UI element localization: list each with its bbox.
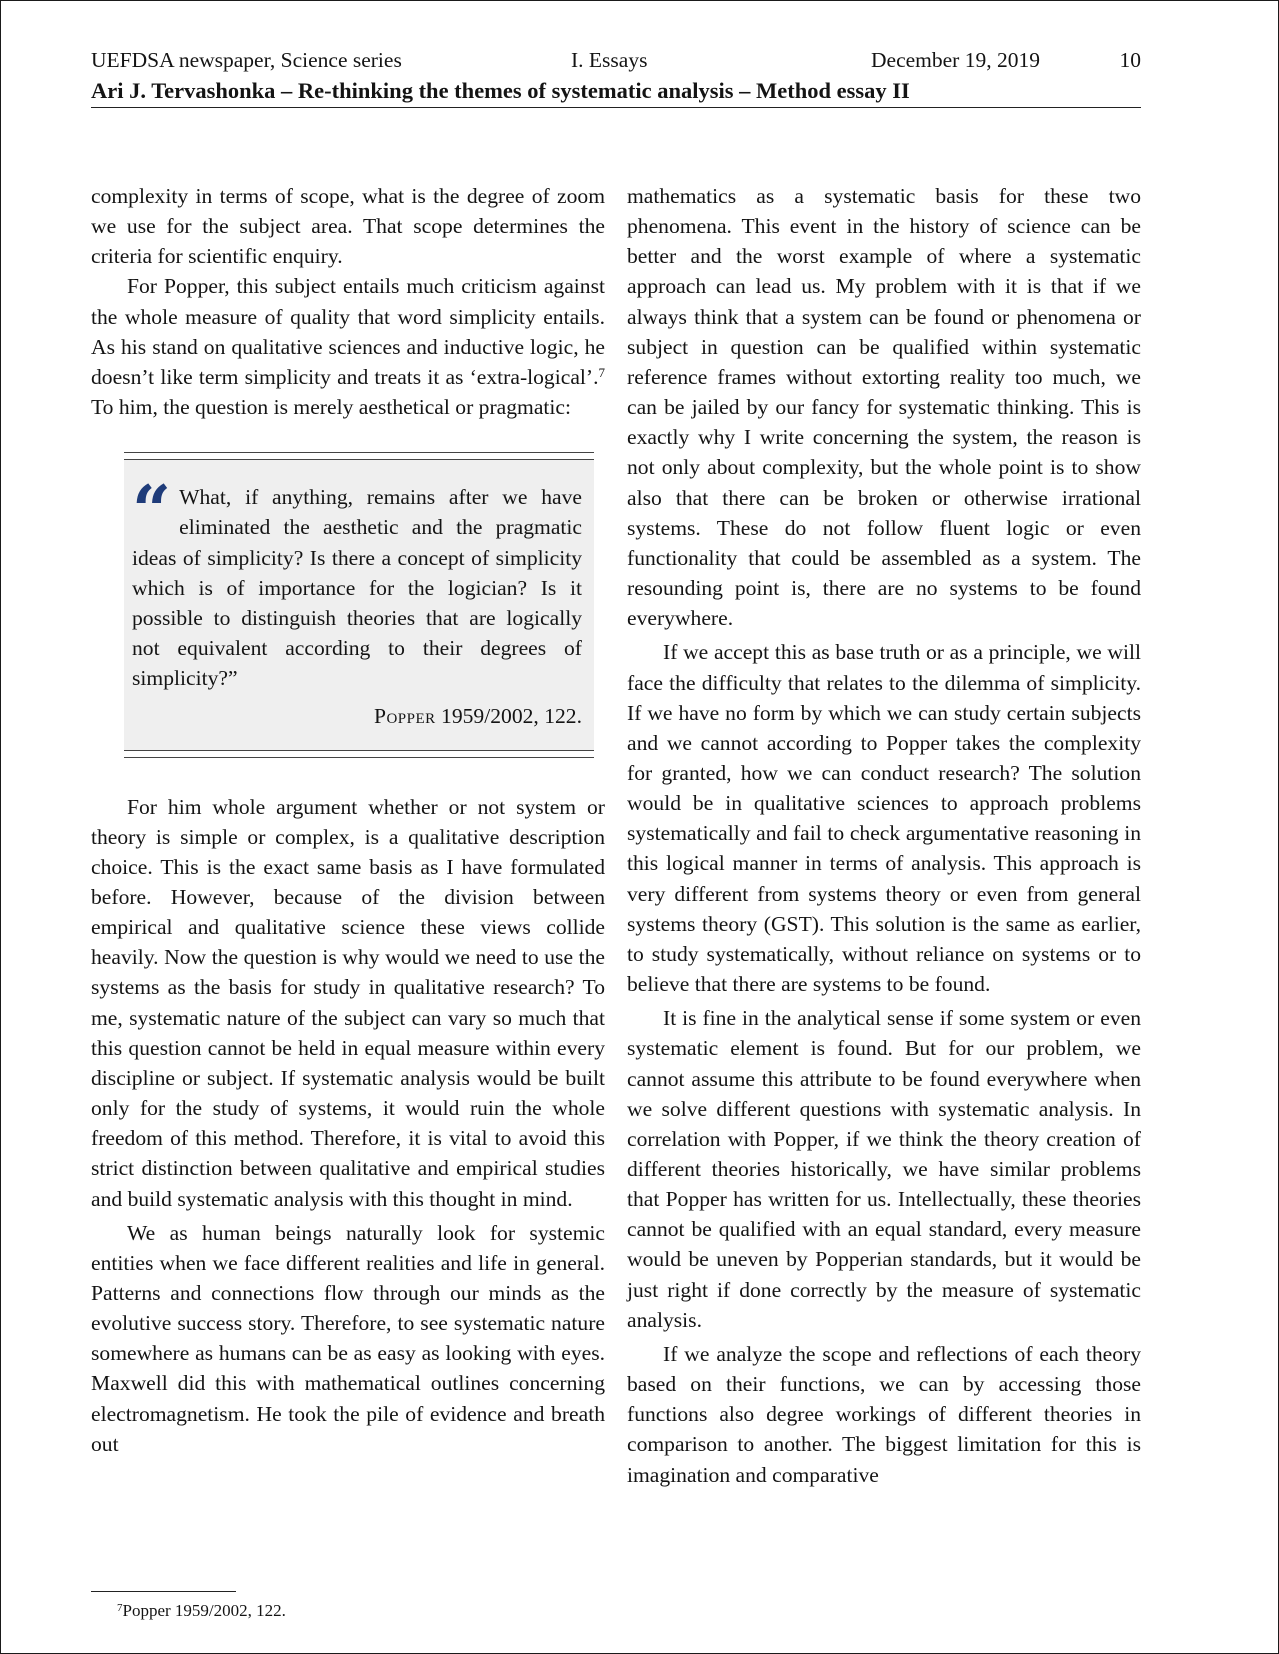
block-quote — [124, 452, 594, 757]
paragraph: complexity in terms of scope, what is the degree of zoom we use for the subject area. That scope determines the criteria for scientific enquiry. — [91, 184, 605, 269]
issue-date: December 19, 2019 — [871, 48, 1040, 72]
quote-text: What, if anything, remains after we have eliminated the aesthetic and the pragmatic ideas of simplicity? Is there a concept of simplicity which is of importance for the logician? Is it possible to distinguish theories that are logically not equivalent according to their degrees of simplicity?” — [132, 485, 582, 691]
paragraph-text: To him, the question is merely aesthetical or pragmatic: — [91, 395, 572, 420]
left-column — [91, 181, 605, 1459]
citation-detail: 1959/2002, 122. — [435, 704, 582, 729]
paragraph: If we accept this as base truth or as a principle, we will face the difficulty that relates to the dilemma of simplicity. If we have no form by which we can study certain subjects and we cannot according to Popper takes the complexity for granted, how we can conduct research? The solution would be in qualitative sciences to approach problems systematically and fail to check argumentative reasoning in this logical manner in terms of analysis. This approach is very different from systems theory or even from general systems theory (GST). This solution is the same as earlier, to study systematically, without reliance on systems or to believe that there are systems to be found. — [627, 640, 1141, 997]
quote-top-rule — [124, 452, 594, 460]
paragraph: We as human beings naturally look for systemic entities when we face different realities and life in general. Patterns and connections flow through our minds as the evolutive success story. Therefore, to see systematic nature somewhere as humans can be as easy as looking with eyes. Maxwell did this with mathematical outlines concerning electromagnetism. He took the pile of evidence and breath out — [91, 1220, 605, 1456]
article-title-line: Ari J. Tervashonka – Re-thinking the themes of systematic analysis – Method essay II — [91, 78, 910, 103]
publication-name: UEFDSA newspaper, Science series — [91, 48, 402, 72]
quote-mark-icon: “ — [132, 471, 170, 552]
paragraph-text: For Popper, this subject entails much criticism against the whole measure of quality that word simplicity entails. As his stand on qualitative sciences and inductive logic, he doesn’t like term simplicity and treats it as ‘extra-logical’. — [91, 274, 605, 389]
page-number: 10 — [1119, 48, 1141, 72]
footnote — [117, 1601, 286, 1621]
section-name: I. Essays — [571, 48, 648, 72]
footnote-rule — [91, 1591, 236, 1592]
header-rule — [91, 107, 1141, 108]
quote-citation — [132, 701, 582, 731]
paragraph: For him whole argument whether or not system or theory is simple or complex, is a qualitative description choice. This is the exact same basis as I have formulated before. However, because of the division between empirical and qualitative science these views collide heavily. Now the question is why would we need to use the systems as the basis for study in qualitative research? To me, systematic nature of the subject can vary so much that this question cannot be held in equal measure within every discipline or subject. If systematic analysis would be built only for the study of systems, it would ruin the whole freedom of this method. Therefore, it is vital to avoid this strict distinction between qualitative and empirical studies and build systematic analysis with this thought in mind. — [91, 794, 605, 1211]
paragraph: mathematics as a systematic basis for these two phenomena. This event in the history of science can be better and the worst example of where a systematic approach can lead us. My problem with it is that if we always think that a system can be found or phenomena or subject in question can be qualified within systematic reference frames without extorting reality too much, we can be jailed by our fancy for systematic thinking. This is exactly why I write concerning the system, the reason is not only about complexity, but the whole point is to show also that there can be broken or otherwise irrational systems. These do not follow fluent logic or even functionality that could be assembled as a system. The resounding point is, there are no systems to be found everywhere. — [627, 184, 1141, 631]
paragraph: If we analyze the scope and reflections of each theory based on their functions, we can by accessing those functions also degree workings of different theories in comparison to another. The biggest limitation for this is imagination and comparative — [627, 1341, 1141, 1487]
paragraph — [91, 271, 605, 422]
quote-text-block — [132, 471, 582, 693]
running-header — [91, 48, 1141, 78]
citation-author: Popper — [373, 704, 436, 729]
footnote-number: 7 — [117, 1602, 123, 1614]
quote-bottom-rule — [124, 750, 594, 758]
paragraph: It is fine in the analytical sense if some system or even systematic element is found. But for our problem, we cannot assume this attribute to be found everywhere when we solve different questions with systematic analysis. In correlation with Popper, if we think the theory creation of different theories historically, we have similar problems that Popper has written for us. Intellectually, these theories cannot be qualified with an equal standard, every measure would be uneven by Popperian standards, but it would be just right if done correctly by the measure of systematic analysis. — [627, 1006, 1141, 1332]
footnote-reference[interactable]: 7 — [598, 364, 605, 380]
right-column — [627, 181, 1141, 1490]
footnote-text: Popper 1959/2002, 122. — [122, 1601, 286, 1620]
